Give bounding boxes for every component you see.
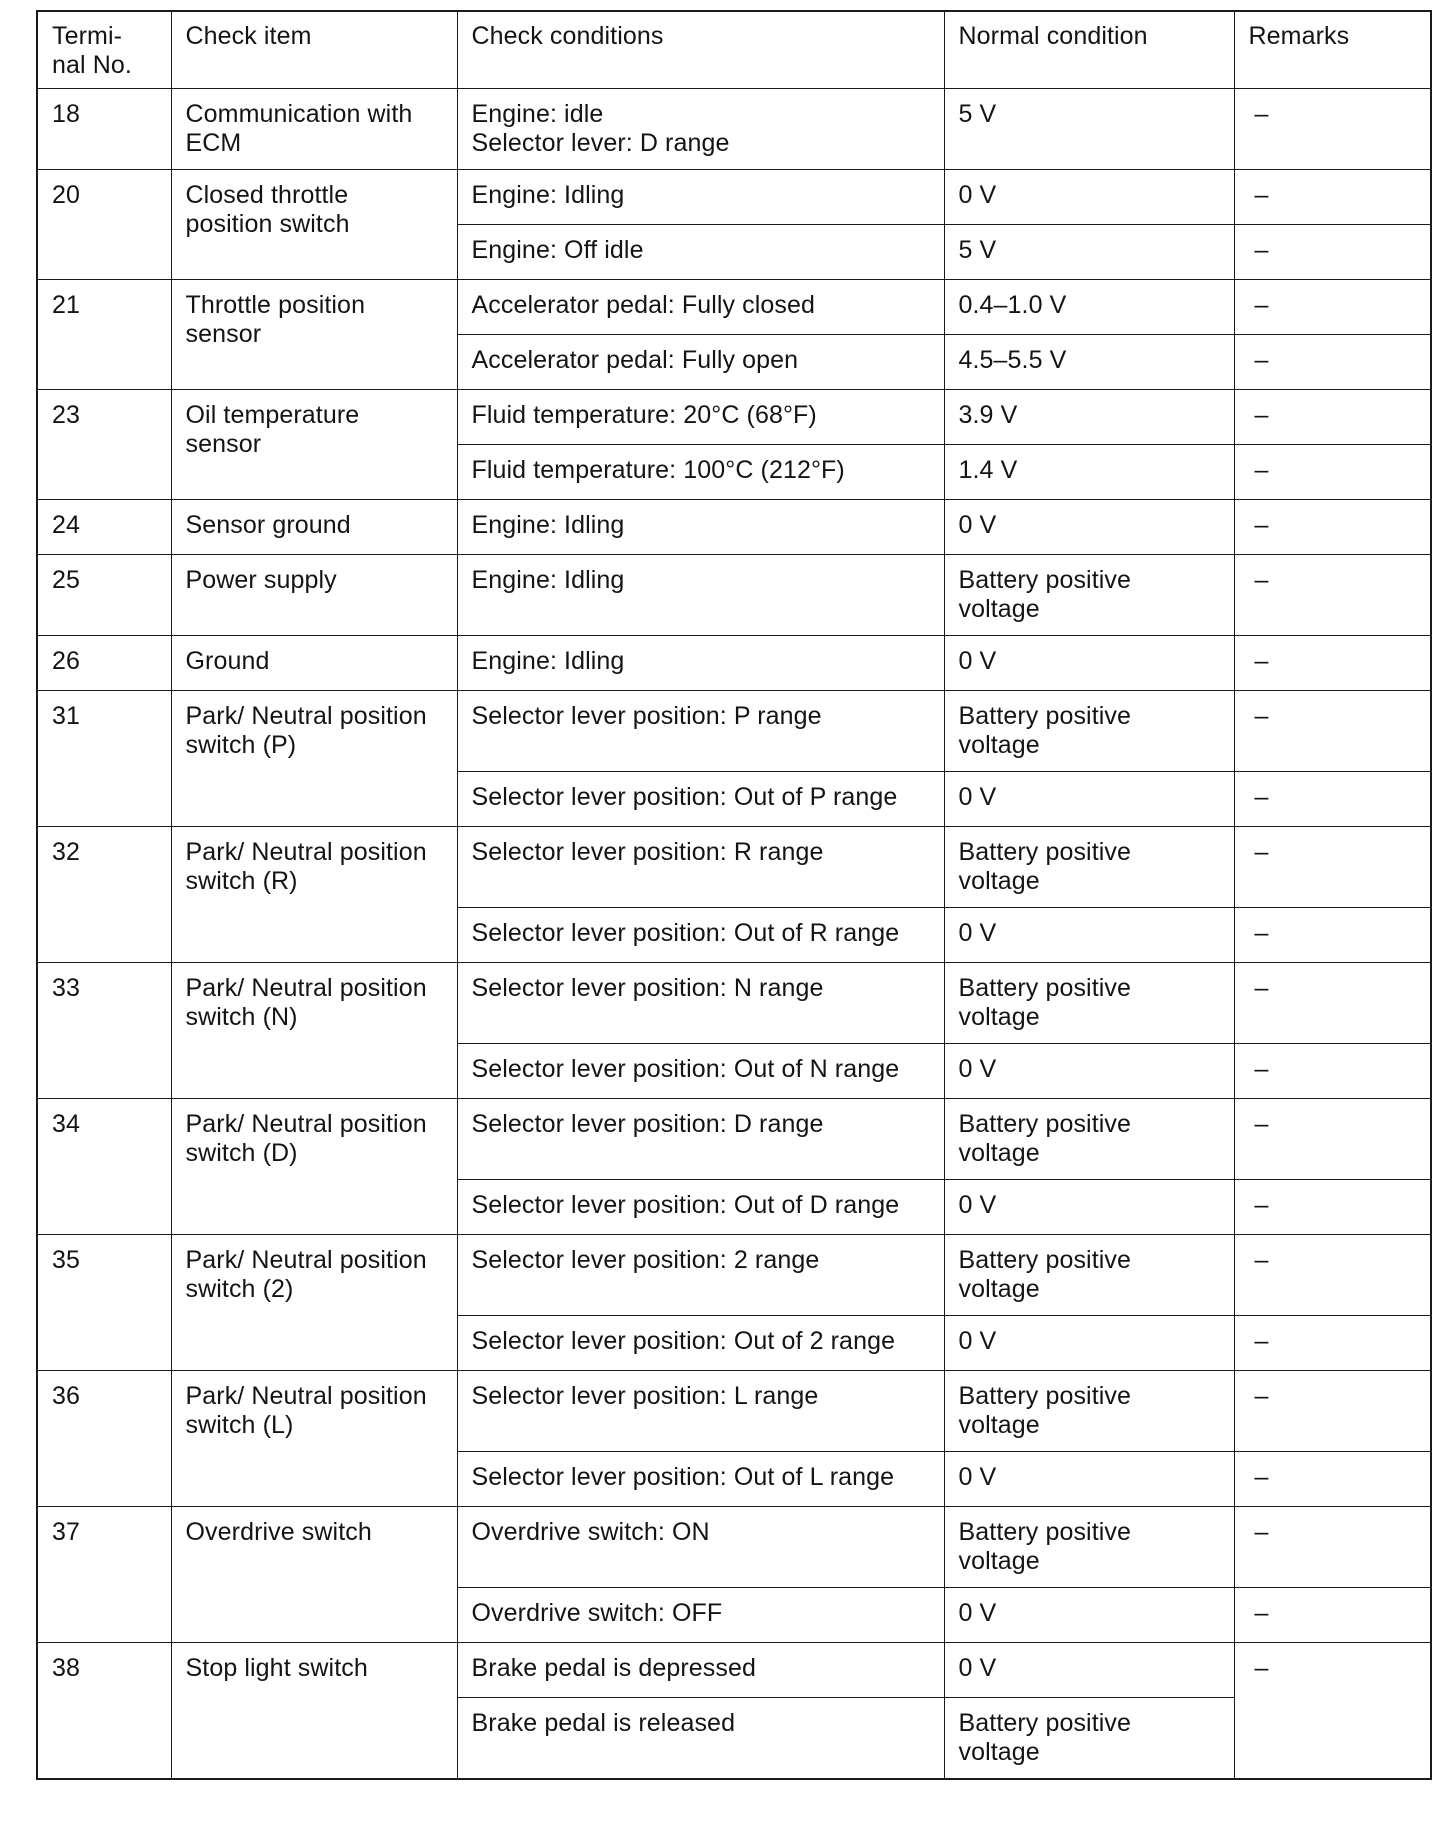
check-condition-cell: Selector lever position: Out of D range bbox=[457, 1180, 944, 1235]
table-row bbox=[37, 827, 1431, 908]
check-item-cell: Throttle position sensor bbox=[171, 280, 457, 390]
check-condition-cell: Selector lever position: L range bbox=[457, 1371, 944, 1452]
remarks-cell: – bbox=[1234, 1316, 1431, 1371]
check-condition-cell: Selector lever position: Out of P range bbox=[457, 772, 944, 827]
check-condition-cell: Selector lever position: R range bbox=[457, 827, 944, 908]
check-item-cell: Sensor ground bbox=[171, 500, 457, 555]
normal-condition-cell: 4.5–5.5 V bbox=[944, 335, 1234, 390]
check-condition-cell: Overdrive switch: OFF bbox=[457, 1588, 944, 1643]
normal-condition-cell: Battery positive voltage bbox=[944, 691, 1234, 772]
remarks-cell: – bbox=[1234, 1235, 1431, 1316]
header-normal-condition: Normal condition bbox=[944, 11, 1234, 89]
check-condition-cell: Selector lever position: Out of N range bbox=[457, 1044, 944, 1099]
check-condition-cell: Engine: Idling bbox=[457, 636, 944, 691]
remarks-cell: – bbox=[1234, 636, 1431, 691]
table-row bbox=[37, 89, 1431, 170]
table-row bbox=[37, 1371, 1431, 1452]
check-condition-cell: Fluid temperature: 100°C (212°F) bbox=[457, 445, 944, 500]
check-condition-cell: Selector lever position: Out of L range bbox=[457, 1452, 944, 1507]
check-item-cell: Stop light switch bbox=[171, 1643, 457, 1779]
normal-condition-cell: 5 V bbox=[944, 89, 1234, 170]
terminal-no-cell: 36 bbox=[37, 1371, 171, 1507]
check-item-cell: Oil temperature sensor bbox=[171, 390, 457, 500]
remarks-cell: – bbox=[1234, 1452, 1431, 1507]
normal-condition-cell: 0 V bbox=[944, 1316, 1234, 1371]
normal-condition-cell: 5 V bbox=[944, 225, 1234, 280]
check-condition-cell: Engine: Idling bbox=[457, 555, 944, 636]
check-condition-cell: Engine: idle Selector lever: D range bbox=[457, 89, 944, 170]
check-condition-cell: Engine: Off idle bbox=[457, 225, 944, 280]
normal-condition-cell: 0 V bbox=[944, 1643, 1234, 1698]
check-item-cell: Closed throttle position switch bbox=[171, 170, 457, 280]
header-terminal-no: Termi- nal No. bbox=[37, 11, 171, 89]
normal-condition-cell: 0 V bbox=[944, 170, 1234, 225]
check-condition-cell: Selector lever position: 2 range bbox=[457, 1235, 944, 1316]
check-condition-cell: Selector lever position: N range bbox=[457, 963, 944, 1044]
normal-condition-cell: Battery positive voltage bbox=[944, 827, 1234, 908]
table-row bbox=[37, 1235, 1431, 1316]
terminal-check-table bbox=[36, 10, 1432, 1780]
check-condition-cell: Fluid temperature: 20°C (68°F) bbox=[457, 390, 944, 445]
check-item-cell: Communication with ECM bbox=[171, 89, 457, 170]
normal-condition-cell: 0 V bbox=[944, 1044, 1234, 1099]
remarks-cell: – bbox=[1234, 772, 1431, 827]
table-row bbox=[37, 555, 1431, 636]
terminal-no-cell: 31 bbox=[37, 691, 171, 827]
remarks-cell: – bbox=[1234, 445, 1431, 500]
normal-condition-cell: 0 V bbox=[944, 772, 1234, 827]
header-check-conditions: Check conditions bbox=[457, 11, 944, 89]
terminal-no-cell: 38 bbox=[37, 1643, 171, 1779]
check-condition-cell: Brake pedal is released bbox=[457, 1698, 944, 1779]
terminal-no-cell: 20 bbox=[37, 170, 171, 280]
check-item-cell: Park/ Neutral position switch (N) bbox=[171, 963, 457, 1099]
normal-condition-cell: 0 V bbox=[944, 500, 1234, 555]
table-row bbox=[37, 1099, 1431, 1180]
normal-condition-cell: 3.9 V bbox=[944, 390, 1234, 445]
normal-condition-cell: Battery positive voltage bbox=[944, 963, 1234, 1044]
table-row bbox=[37, 963, 1431, 1044]
check-item-cell: Power supply bbox=[171, 555, 457, 636]
header-remarks: Remarks bbox=[1234, 11, 1431, 89]
remarks-cell: – bbox=[1234, 280, 1431, 335]
remarks-cell: – bbox=[1234, 170, 1431, 225]
table-row bbox=[37, 280, 1431, 335]
remarks-cell: – bbox=[1234, 1643, 1431, 1779]
table-row bbox=[37, 390, 1431, 445]
check-item-cell: Park/ Neutral position switch (D) bbox=[171, 1099, 457, 1235]
remarks-cell: – bbox=[1234, 1588, 1431, 1643]
table-row bbox=[37, 500, 1431, 555]
table-row bbox=[37, 1643, 1431, 1698]
terminal-no-cell: 34 bbox=[37, 1099, 171, 1235]
remarks-cell: – bbox=[1234, 963, 1431, 1044]
normal-condition-cell: 1.4 V bbox=[944, 445, 1234, 500]
terminal-no-cell: 32 bbox=[37, 827, 171, 963]
normal-condition-cell: Battery positive voltage bbox=[944, 1698, 1234, 1779]
remarks-cell: – bbox=[1234, 1180, 1431, 1235]
terminal-no-cell: 26 bbox=[37, 636, 171, 691]
remarks-cell: – bbox=[1234, 390, 1431, 445]
normal-condition-cell: Battery positive voltage bbox=[944, 1235, 1234, 1316]
check-condition-cell: Engine: Idling bbox=[457, 500, 944, 555]
terminal-no-cell: 37 bbox=[37, 1507, 171, 1643]
header-row bbox=[37, 11, 1431, 89]
remarks-cell: – bbox=[1234, 1507, 1431, 1588]
check-condition-cell: Accelerator pedal: Fully closed bbox=[457, 280, 944, 335]
check-item-cell: Park/ Neutral position switch (R) bbox=[171, 827, 457, 963]
terminal-no-cell: 24 bbox=[37, 500, 171, 555]
table-body bbox=[37, 89, 1431, 1779]
normal-condition-cell: 0 V bbox=[944, 1588, 1234, 1643]
remarks-cell: – bbox=[1234, 335, 1431, 390]
terminal-no-cell: 25 bbox=[37, 555, 171, 636]
normal-condition-cell: Battery positive voltage bbox=[944, 555, 1234, 636]
normal-condition-cell: 0.4–1.0 V bbox=[944, 280, 1234, 335]
remarks-cell: – bbox=[1234, 1371, 1431, 1452]
check-item-cell: Ground bbox=[171, 636, 457, 691]
check-condition-cell: Overdrive switch: ON bbox=[457, 1507, 944, 1588]
check-item-cell: Park/ Neutral position switch (L) bbox=[171, 1371, 457, 1507]
remarks-cell: – bbox=[1234, 225, 1431, 280]
check-item-cell: Park/ Neutral position switch (2) bbox=[171, 1235, 457, 1371]
table-row bbox=[37, 1507, 1431, 1588]
remarks-cell: – bbox=[1234, 827, 1431, 908]
terminal-no-cell: 18 bbox=[37, 89, 171, 170]
check-condition-cell: Selector lever position: Out of 2 range bbox=[457, 1316, 944, 1371]
terminal-no-cell: 35 bbox=[37, 1235, 171, 1371]
check-condition-cell: Engine: Idling bbox=[457, 170, 944, 225]
remarks-cell: – bbox=[1234, 555, 1431, 636]
remarks-cell: – bbox=[1234, 908, 1431, 963]
table-row bbox=[37, 636, 1431, 691]
check-condition-cell: Selector lever position: Out of R range bbox=[457, 908, 944, 963]
check-condition-cell: Brake pedal is depressed bbox=[457, 1643, 944, 1698]
normal-condition-cell: 0 V bbox=[944, 1452, 1234, 1507]
terminal-no-cell: 33 bbox=[37, 963, 171, 1099]
remarks-cell: – bbox=[1234, 500, 1431, 555]
remarks-cell: – bbox=[1234, 1044, 1431, 1099]
remarks-cell: – bbox=[1234, 89, 1431, 170]
table-row bbox=[37, 170, 1431, 225]
normal-condition-cell: 0 V bbox=[944, 636, 1234, 691]
check-condition-cell: Selector lever position: P range bbox=[457, 691, 944, 772]
check-condition-cell: Selector lever position: D range bbox=[457, 1099, 944, 1180]
check-item-cell: Park/ Neutral position switch (P) bbox=[171, 691, 457, 827]
check-condition-cell: Accelerator pedal: Fully open bbox=[457, 335, 944, 390]
normal-condition-cell: 0 V bbox=[944, 1180, 1234, 1235]
check-item-cell: Overdrive switch bbox=[171, 1507, 457, 1643]
terminal-no-cell: 21 bbox=[37, 280, 171, 390]
remarks-cell: – bbox=[1234, 691, 1431, 772]
normal-condition-cell: Battery positive voltage bbox=[944, 1371, 1234, 1452]
remarks-cell: – bbox=[1234, 1099, 1431, 1180]
normal-condition-cell: 0 V bbox=[944, 908, 1234, 963]
normal-condition-cell: Battery positive voltage bbox=[944, 1507, 1234, 1588]
normal-condition-cell: Battery positive voltage bbox=[944, 1099, 1234, 1180]
terminal-no-cell: 23 bbox=[37, 390, 171, 500]
table-row bbox=[37, 691, 1431, 772]
header-check-item: Check item bbox=[171, 11, 457, 89]
